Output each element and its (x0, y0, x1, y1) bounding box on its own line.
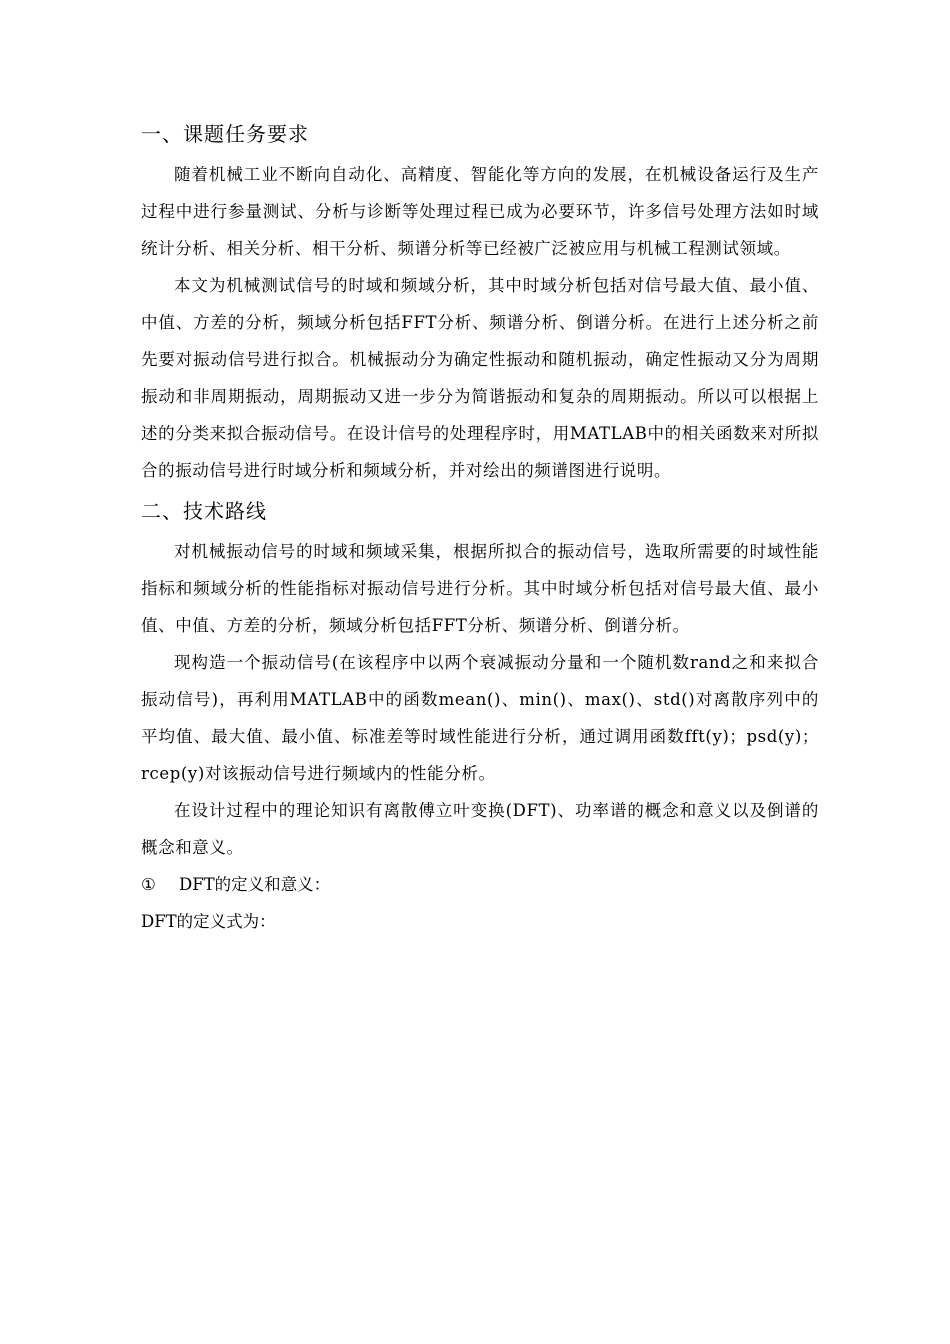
list-item-number: ① (141, 875, 156, 894)
paragraph-theory: 在设计过程中的理论知识有离散傅立叶变换(DFT)、功率谱的概念和意义以及倒谱的概念和意义。 (141, 801, 819, 857)
paragraph-signal-acquisition: 对机械振动信号的时域和频域采集，根据所拟合的振动信号，选取所需要的时域性能指标和频域分析的性能指标对振动信号进行分析。其中时域分析包括对信号最大值、最小值、中值、方差的分析，频域分析包括FFT分析、频谱分析、倒谱分析。 (141, 542, 819, 635)
document-content (141, 116, 819, 940)
list-item-dft (141, 866, 819, 903)
section-heading-task-requirements: 一、课题任务要求 (141, 122, 309, 146)
paragraph-background: 随着机械工业不断向自动化、高精度、智能化等方向的发展，在机械设备运行及生产过程中进行参量测试、分析与诊断等处理过程已成为必要环节，许多信号处理方法如时域统计分析、相关分析、相干分析、频谱分析等已经被广泛被应用与机械工程测试领域。 (141, 165, 819, 258)
paragraph-signal-construction: 现构造一个振动信号(在该程序中以两个衰减振动分量和一个随机数rand之和来拟合振动信号)，再利用MATLAB中的函数mean()、min()、max()、std()对离散序列中的平均值、最大值、最小值、标准差等时域性能进行分析，通过调用函数fft(y)；psd(y)；rcep(y)对该振动信号进行频域内的性能分析。 (141, 653, 819, 783)
paragraph-scope: 本文为机械测试信号的时域和频域分析，其中时域分析包括对信号最大值、最小值、中值、方差的分析，频域分析包括FFT分析、频谱分析、倒谱分析。在进行上述分析之前先要对振动信号进行拟合。机械振动分为确定性振动和随机振动，确定性振动又分为周期振动和非周期振动，周期振动又进一步分为简谐振动和复杂的周期振动。所以可以根据上述的分类来拟合振动信号。在设计信号的处理程序时，用MATLAB中的相关函数来对所拟合的振动信号进行时域分析和频域分析，并对绘出的频谱图进行说明。 (141, 276, 819, 480)
dft-definition-line: DFT的定义式为： (141, 912, 276, 931)
list-item-text: DFT的定义和意义： (179, 875, 331, 894)
section-heading-technical-route: 二、技术路线 (141, 499, 267, 523)
